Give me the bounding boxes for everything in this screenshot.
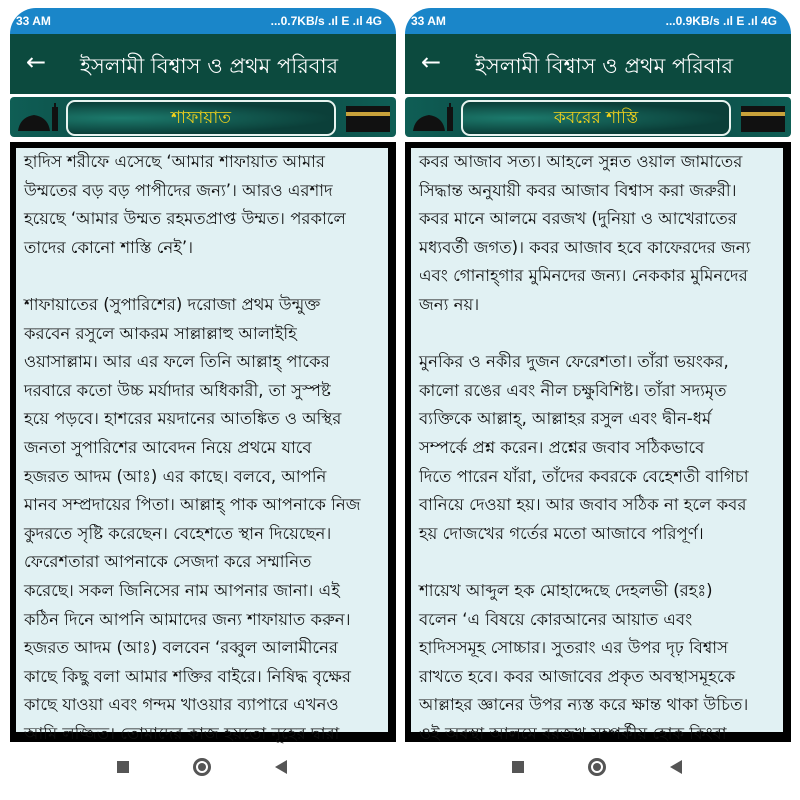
text-line: কঠিন দিনে আপনি আমাদের জন্য শাফায়াত করুন। [24, 609, 351, 629]
text-line: হজরত আদম (আঃ) এর কাছে। বলবে, আপনি [24, 466, 327, 486]
text-line: আমি লজ্জিত। তোমাদের কাজ হয়তো নূহের দ্বারা [24, 723, 340, 743]
recents-square-icon[interactable] [512, 761, 524, 773]
back-arrow-icon[interactable]: ← [26, 48, 47, 76]
back-arrow-icon[interactable]: ← [421, 48, 442, 76]
topic-banner [10, 97, 396, 137]
text-line: করেছে। সকল জিনিসের নাম আপনার জানা। এই [24, 580, 340, 600]
article-text[interactable] [411, 148, 783, 743]
text-line: হজরত আদম (আঃ) বলবেন ‘রব্বুল আলামীনের [24, 638, 338, 658]
text-line: কবর মানে আলমে বরজখ (দুনিয়া ও আখেরাতের [419, 209, 737, 229]
status-network: ...0.7KB/s .ıl E .ıl 4G [270, 14, 382, 28]
status-bar [405, 8, 791, 34]
text-line: শায়েখ আব্দুল হক মোহাদ্দেছে দেহলভী (রহঃ) [419, 580, 713, 600]
text-line: আল্লাহর জ্ঞানের উপর ন্যস্ত করে ক্ষান্ত থাকা উচিত। [419, 695, 749, 715]
mosque-icon [411, 103, 457, 133]
recents-square-icon[interactable] [117, 761, 129, 773]
text-line: হাদিসসমূহ সোচ্চার। সুতরাং এর উপর দৃঢ় বিশ্বাস [419, 638, 728, 658]
text-line: জন্য নয়। [419, 294, 480, 314]
kaaba-icon [741, 106, 785, 132]
status-time: 33 AM [16, 14, 51, 28]
text-line: দিতে পারেন যাঁরা, তাঁদের কবরকে বেহেশতী বাগিচা [419, 466, 749, 486]
text-line: হয়ে পড়বে। হাশরের ময়দানের আতঙ্কিত ও অস্থির [24, 409, 342, 429]
text-line: মানব সম্প্রদায়ের পিতা। আল্লাহ্ পাক আপনাকে নিজ [24, 495, 361, 515]
page-title: ইসলামী বিশ্বাস ও প্রথম পরিবার [80, 54, 339, 78]
page-title: ইসলামী বিশ্বাস ও প্রথম পরিবার [475, 54, 734, 78]
back-triangle-icon[interactable] [275, 760, 287, 774]
text-line: ওয়াসাল্লাম। আর এর ফলে তিনি আল্লাহ্ পাকের [24, 352, 330, 372]
text-line: হাদিস শরীফে এসেছে ‘আমার শাফায়াত আমার [24, 152, 325, 171]
home-circle-icon[interactable] [193, 758, 211, 776]
text-line [411, 320, 783, 349]
kaaba-icon [346, 106, 390, 132]
text-line: করবেন রসুলে আকরম সাল্লাল্লাহু আলাইহি [24, 323, 297, 343]
text-line: জনতা সুপারিশের আবেদন নিয়ে প্রথমে যাবে [24, 437, 312, 457]
text-line: কাছে যাওয়া এবং গন্দম খাওয়ার ব্যাপারে এখনও [24, 695, 339, 715]
text-line: ফেরেশতারা আপনাকে সেজদা করে সম্মানিত [24, 552, 312, 572]
text-line: ব্যক্তিকে আল্লাহ্, আল্লাহর রসুল এবং দ্বীন-ধর্ম [419, 409, 712, 429]
text-line: মুনকির ও নকীর দুজন ফেরেশতা। তাঁরা ভয়ংকর, [419, 352, 729, 372]
phone-screen [405, 8, 791, 744]
status-network: ...0.9KB/s .ıl E .ıl 4G [665, 14, 777, 28]
text-line: এবং গোনাহ্গার মুমিনদের জন্য। নেককার মুমিনদের [419, 266, 748, 286]
topic-title: কবরের শাস্তি [461, 100, 731, 136]
text-line: মধ্যবর্তী জগত)। কবর আজাব হবে কাফেরদের জন্য [419, 237, 751, 257]
text-line: রাখতে হবে। কবর আজাবের প্রকৃত অবস্থাসমূহকে [419, 666, 736, 686]
text-line: কবর আজাব সত্য। আহলে সুন্নত ওয়াল জামাতের [419, 152, 743, 171]
status-time: 33 AM [411, 14, 446, 28]
app-header [10, 34, 396, 94]
topic-banner [405, 97, 791, 137]
text-line [16, 262, 388, 291]
text-line: ওই অবস্থা আলমে বরজখ সম্পর্কীয় হোক কিংবা [419, 723, 727, 743]
content-frame [10, 142, 396, 742]
content-frame [405, 142, 791, 742]
home-circle-icon[interactable] [588, 758, 606, 776]
text-line: শাফায়াতের (সুপারিশের) দরোজা প্রথম উন্মুক্ত [24, 294, 321, 314]
text-line: উম্মতের বড় বড় পাপীদের জন্য’। আরও এরশাদ [24, 180, 333, 200]
text-line: বানিয়ে দেওয়া হয়। আর জবাব সঠিক না হলে কবর [419, 495, 747, 515]
text-line: হয়েছে ‘আমার উম্মত রহমতপ্রাপ্ত উম্মত। পরকালে [24, 209, 346, 229]
back-triangle-icon[interactable] [670, 760, 682, 774]
text-line: দরবারে কতো উচ্চ মর্যাদার অধিকারী, তা সুস্পষ্ট [24, 380, 331, 400]
phone-screen [10, 8, 396, 744]
article-text[interactable] [16, 148, 388, 743]
system-nav-bar [405, 755, 791, 781]
text-line: হয় দোজখের গর্তের মতো আজাবে পরিপূর্ণ। [419, 523, 704, 543]
text-line [411, 548, 783, 577]
text-line: তাদের কোনো শাস্তি নেই’। [24, 237, 193, 257]
status-bar [10, 8, 396, 34]
text-line: সিদ্ধান্ত অনুযায়ী কবর আজাব বিশ্বাস করা জরুরী। [419, 180, 737, 200]
text-line: কুদরতে সৃষ্টি করেছেন। বেহেশতে স্থান দিয়েছেন। [24, 523, 332, 543]
text-line: বলেন ‘এ বিষয়ে কোরআনের আয়াত এবং [419, 609, 693, 629]
text-line: কাছে কিছু বলা আমার শক্তির বাইরে। নিষিদ্ধ বৃক্ষের [24, 666, 351, 686]
mosque-icon [16, 103, 62, 133]
text-line: সম্পর্কে প্রশ্ন করেন। প্রশ্নের জবাব সঠিকভাবে [419, 437, 705, 457]
app-header [405, 34, 791, 94]
system-nav-bar [10, 755, 396, 781]
text-line: কালো রঙের এবং নীল চক্ষুবিশিষ্ট। তাঁরা সদ্যমৃত [419, 380, 727, 400]
topic-title: শাফায়াত [66, 100, 336, 136]
